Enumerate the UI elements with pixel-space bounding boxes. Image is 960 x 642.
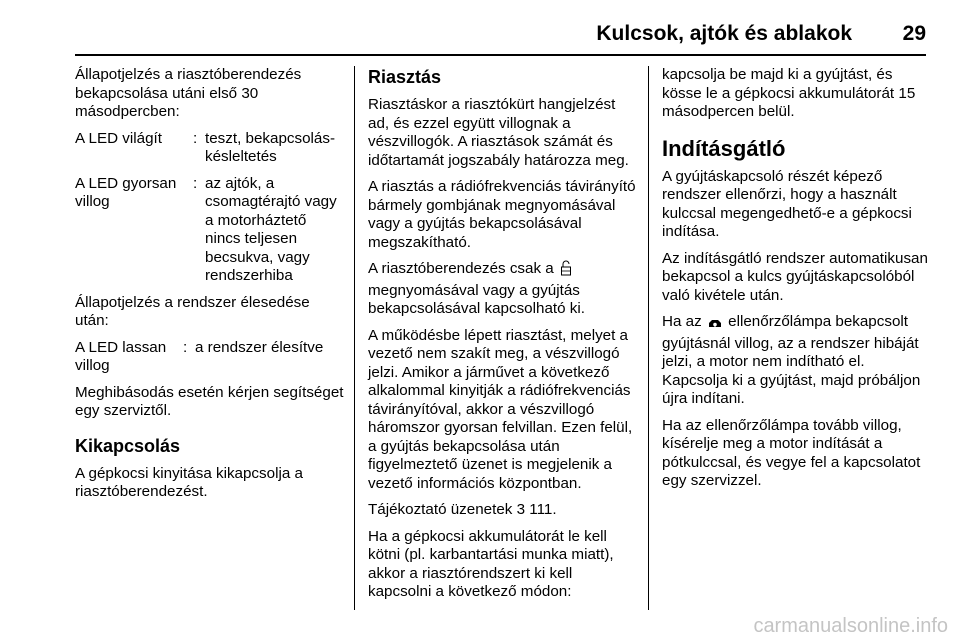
page-reference-icon: 3 <box>516 501 526 518</box>
column-3 <box>662 66 930 499</box>
column-1 <box>75 66 345 510</box>
alarm-interrupt-paragraph: A riasztás a rádiófrekvenciás távirányító bármely gombjának megnyomásával vagy a gyújtás bekapcsolásával megszakítható. <box>368 178 636 251</box>
status-intro-paragraph: Állapotjelzés a riasztóberendezés bekapcsolása utáni első 30 másodpercben: <box>75 66 302 120</box>
reference-page: 111. <box>529 501 557 518</box>
deactivation-paragraph: A gépkocsi kinyitása kikapcsolja a riasztóberendezést. <box>75 464 303 500</box>
watermark: carmanualsonline.info <box>753 615 948 637</box>
status-colon: : <box>193 129 198 147</box>
fault-paragraph: Meghibásodás esetén kérjen segítséget egy szerviztől. <box>75 383 344 419</box>
unlock-button-icon <box>560 260 572 282</box>
status-row-led-on <box>75 130 345 167</box>
column-2 <box>368 66 636 610</box>
battery-disconnect-paragraph: Ha a gépkocsi akkumulátorát le kell kötni (pl. karbantartási munka miatt), akkor a riasztórendszert ki kell kapcsolni a következő módon: <box>368 527 614 600</box>
status-colon: : <box>193 174 198 192</box>
status-row-led-fast <box>75 175 345 286</box>
status-key: A LED világít <box>75 129 162 147</box>
page-header <box>0 0 960 56</box>
alarm-off-text-b: megnyomásával vagy a gyújtás bekapcsolásával kapcsolható ki. <box>368 281 585 317</box>
lamp-text-b: ellenőrzőlámpa bekapcsolt gyújtásnál villog, az a rendszer hibáját jelzi, a motor nem indítható el. Kapcsolja ki a gyújtást, majd próbáljon újra indítani. <box>662 313 921 407</box>
reference-text: Tájékoztató üzenetek <box>368 501 513 518</box>
immobilizer-lamp-icon <box>708 316 722 335</box>
column-divider-1 <box>354 66 355 610</box>
status-value: a rendszer élesítve <box>195 338 324 356</box>
status-row-led-slow <box>75 339 345 376</box>
chapter-title: Kulcsok, ajtók és ablakok <box>596 22 852 45</box>
immobilizer-lamp-paragraph <box>662 313 930 409</box>
immobilizer-auto-paragraph: Az indításgátló rendszer automatikusan bekapcsol a kulcs gyújtáskapcsolóból való kivétele után. <box>662 249 928 304</box>
heading-riasztas: Riasztás <box>368 67 442 87</box>
info-messages-reference <box>368 501 636 520</box>
alarm-paragraph: Riasztáskor a riasztókürt hangjelzést ad, és ezzel együtt villognak a vészvillogók. A riasztások számát és időtartamát jogszabály határozza meg. <box>368 96 629 169</box>
battery-disconnect-continued: kapcsolja be majd ki a gyújtást, és kösse le a gépkocsi akkumulátorát 15 másodpercen belül. <box>662 66 916 120</box>
armed-intro-paragraph: Állapotjelzés a rendszer élesedése után: <box>75 293 310 329</box>
status-value: teszt, bekapcsolás-késleltetés <box>205 129 335 165</box>
alarm-off-text-a: A riasztóberendezés csak a <box>368 260 554 277</box>
alarm-triggered-paragraph: A működésbe lépett riasztást, melyet a vezető nem szakít meg, a vészvillogó jelzi. Amikor a járművet a következő alkalommal kinyitják a rádiófrekvenciás távirányítóval, akkor a vészvillogó háromszor gyorsan felvillan. Ezen felül, a gyújtás bekapcsolása után figyelmeztető üzenet is megjelenik a vezető információs központban. <box>368 326 633 492</box>
alarm-off-paragraph <box>368 260 636 319</box>
header-divider <box>75 54 926 56</box>
lamp-text-a: Ha az <box>662 313 702 330</box>
heading-kikapcsolas: Kikapcsolás <box>75 435 181 456</box>
page-number: 29 <box>902 22 926 45</box>
status-key: A LED gyorsan villog <box>75 174 177 210</box>
status-colon: : <box>183 338 188 356</box>
column-divider-2 <box>648 66 649 610</box>
status-key: A LED lassan villog <box>75 338 167 374</box>
heading-inditasgatlo: Indításgátló <box>662 135 786 161</box>
immobilizer-spare-key-paragraph: Ha az ellenőrzőlámpa tovább villog, kísérelje meg a motor indítását a pótkulccsal, és vegye fel a kapcsolatot egy szervizzel. <box>662 416 921 489</box>
status-value: az ajtók, a csomagtérajtó vagy a motorháztető nincs teljesen becsukva, vagy rendszerhiba <box>205 174 337 284</box>
immobilizer-paragraph: A gyújtáskapcsoló részét képező rendszer ellenőrzi, hogy a használt kulccsal megengedhető-e a gépkocsi indítása. <box>662 167 912 240</box>
